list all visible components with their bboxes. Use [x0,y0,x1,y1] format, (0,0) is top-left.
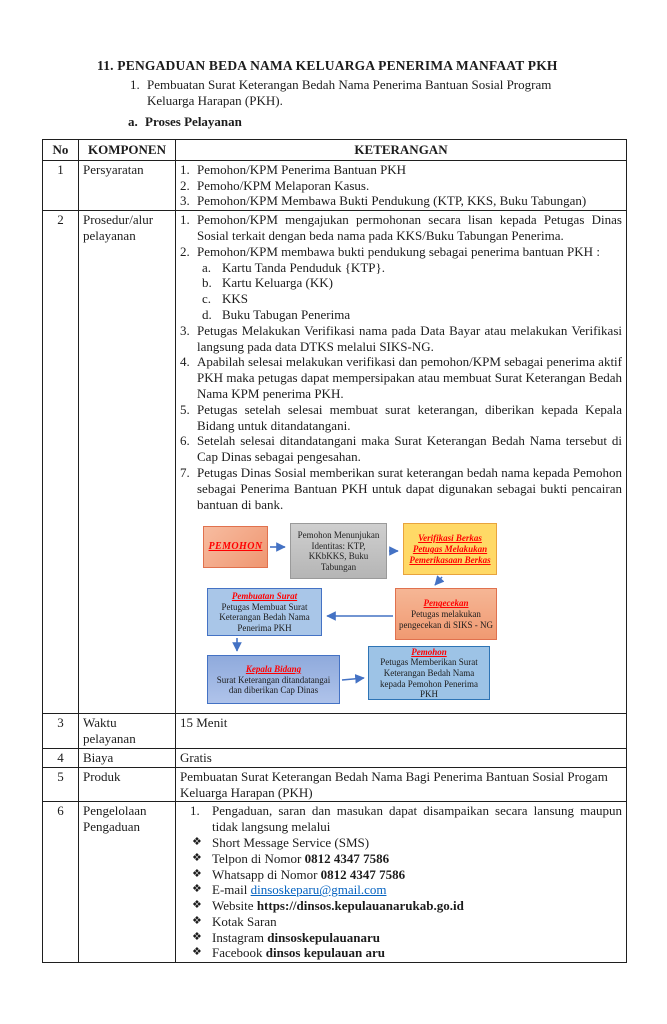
item-text: Buku Tabugan Penerima [222,306,351,322]
list-item [180,323,622,355]
row-komponen: Pengelolaan Pengaduan [79,802,176,963]
row-keterangan: Pembuatan Surat Keterangan Bedah Nama Bagi Penerima Bantuan Sosial Progam Keluarga Harapan (PKH) [176,767,627,802]
row-komponen: Prosedur/alur pelayanan [79,211,176,714]
contact-item-kotak-saran [192,914,622,930]
service-standard-table [42,139,627,963]
sub-list-item [202,307,622,323]
table-row-waktu [43,714,627,749]
flow-box-identitas [290,523,387,579]
sub-list-item [202,260,622,276]
flow-box-pembuatan-surat [207,588,322,636]
flow-box-body: Pemohon Menunjukan Identitas: KTP, KKbKKS, Buku Tabungan [297,530,380,572]
document-content [42,58,626,963]
item-text: Setelah selesai ditandatangani maka Surat Keterangan Bedah Nama tersebut di Cap Dinas sebagai pengesahan. [197,433,622,465]
item-number: 1. [190,803,200,819]
flow-box-body: Petugas Membuat Surat Keterangan Bedah Nama Penerima PKH [219,601,310,633]
list-item [190,803,622,835]
row-number: 3 [43,714,79,749]
diamond-bullet-icon: ❖ [192,899,202,912]
sub-list-item [202,291,622,307]
subtitle-number: 1. [130,77,140,92]
diamond-bullet-icon: ❖ [192,914,202,927]
flow-box-title: Kepala Bidang [245,663,302,674]
row-komponen: Persyaratan [79,160,176,210]
contact-item-instagram [192,930,622,946]
row-keterangan [176,211,627,714]
contact-label: Instagram [212,929,268,945]
list-item [180,354,622,401]
flow-box-verifikasi-berkas [403,523,497,575]
flow-box-title: PEMOHON [208,541,263,553]
table-row-biaya [43,748,627,767]
list-item [180,465,622,512]
table-header-row [43,140,627,161]
list-item [180,244,622,260]
contact-label: E-mail [212,882,251,898]
diamond-bullet-icon: ❖ [192,930,202,943]
item-number: 3. [180,322,190,338]
item-text: Pengaduan, saran dan masukan dapat disampaikan secara lansung maupun tidak langsung melalui [212,803,622,835]
contact-item-email [192,882,622,898]
arrow-kepala-to-pemohon [342,678,364,680]
table-row-persyaratan [43,160,627,210]
contact-text [212,930,622,946]
list-item [180,193,622,209]
diamond-bullet-icon: ❖ [192,946,202,959]
item-letter: a. [202,259,212,275]
item-number: 1. [180,212,190,228]
contact-item-whatsapp [192,867,622,883]
diamond-bullet-icon: ❖ [192,883,202,896]
flow-box-pemohon-akhir [368,646,490,700]
item-text: Pemohon/KPM Membawa Bukti Pendukung (KTP, KKS, Buku Tabungan) [197,193,587,209]
item-number: 2. [180,243,190,259]
instagram-handle: dinsoskepulauanaru [267,929,380,945]
header-komponen: KOMPONEN [79,140,176,161]
contact-item-facebook [192,945,622,961]
item-text: Apabilah selesai melakukan verifikasi dan pemohon/KPM sebagai penerima aktif PKH maka petugas dapat mempersipakan atau membuat Surat Keterangan Bedah Nama KPM penerima PKH. [197,354,622,401]
email-link[interactable]: dinsoskeparu@gmail.com [250,882,387,898]
contact-item-website [192,898,622,914]
item-number: 3. [180,193,190,209]
item-number: 6. [180,433,190,449]
flow-box-title: Verifikasi Berkas Petugas Melakukan Pemerikasaan Berkas [409,533,491,565]
item-number: 4. [180,354,190,370]
row-number: 5 [43,767,79,802]
item-text: Petugas setelah selesai membuat surat keterangan, diberikan kepada Kepala Bidang untuk ditandatangani. [197,401,622,433]
contact-label: Website [212,898,257,914]
contact-text [212,867,622,883]
row-komponen: Produk [79,767,176,802]
page-title: 11. PENGADUAN BEDA NAMA KELUARGA PENERIMA MANFAAT PKH [97,58,558,73]
arrow-verifikasi-to-pengecekan [435,577,442,585]
flow-box-title: Pengecekan [423,598,469,609]
header-keterangan: KETERANGAN [176,140,627,161]
phone-number: 0812 4347 7586 [304,850,390,866]
table-row-pengelolaan [43,802,627,963]
item-text: Petugas Melakukan Verifikasi nama pada Data Bayar atau melakukan Verifikasi langsung pada data DTKS melalui SIKS-NG. [197,322,622,354]
contact-text [212,882,622,898]
flow-box-title: Pembuatan Surat [231,591,298,602]
row-keterangan: Gratis [176,748,627,767]
list-item [180,162,622,178]
contact-label: Facebook [212,945,266,961]
row-number: 1 [43,160,79,210]
contact-label: Telpon di Nomor [212,850,305,866]
sub-list [202,260,622,323]
flow-box-pemohon [203,526,268,568]
item-text: KKS [222,291,249,307]
flow-box-body: Petugas melakukan pengecekan di SIKS - NG [399,609,493,630]
contact-label: Whatsapp di Nomor [212,866,321,882]
item-letter: b. [202,275,212,291]
facebook-handle: dinsos kepulauan aru [265,945,386,961]
whatsapp-number: 0812 4347 7586 [320,866,406,882]
row-keterangan [176,802,627,963]
contact-text [212,851,622,867]
contact-text: Kotak Saran [212,913,277,929]
contact-item-sms [192,835,622,851]
item-text: Pemohon/KPM membawa bukti pendukung sebagai penerima bantuan PKH : [197,243,600,259]
table-row-prosedur [43,211,627,714]
contact-text [212,945,622,961]
item-text: Petugas Dinas Sosial memberikan surat keterangan bedah nama kepada Pemohon sebagai Penerima Bantuan PKH untuk dapat digunakan sebagai bukti pencairan bantuan di bank. [197,464,622,512]
item-number: 2. [180,177,190,193]
section-letter: a. [128,114,138,129]
flow-box-kepala-bidang [207,655,340,704]
item-letter: d. [202,306,212,322]
row-keterangan [176,160,627,210]
contact-item-telpon [192,851,622,867]
contact-text: Short Message Service (SMS) [212,834,370,850]
item-text: Pemohon/KPM Penerima Bantuan PKH [197,161,407,177]
website-url: https://dinsos.kepulauanarukab.go.id [256,898,464,914]
item-text: Pemoho/KPM Melaporan Kasus. [197,177,370,193]
diamond-bullet-icon: ❖ [192,835,202,848]
section-title: Proses Pelayanan [145,114,242,129]
flow-box-body: Petugas Memberikan Surat Keterangan Bedah Nama kepada Pemohon Penerima PKH [380,657,478,700]
list-item [180,212,622,244]
flow-box-title: Pemohon [411,646,447,657]
row-number: 4 [43,748,79,767]
flow-box-body: Surat Keterangan ditandatangai dan diberikan Cap Dinas [216,674,331,696]
list-item [180,178,622,194]
contact-text [212,898,622,914]
diamond-bullet-icon: ❖ [192,851,202,864]
row-keterangan: 15 Menit [176,714,627,749]
sub-list-item [202,275,622,291]
section-heading [128,114,626,130]
subtitle-text: Pembuatan Surat Keterangan Bedah Nama Penerima Bantuan Sosial Program Keluarga Harapan (PKH). [147,77,552,108]
row-komponen: Biaya [79,748,176,767]
process-flowchart [180,518,625,710]
item-number: 1. [180,161,190,177]
item-number: 5. [180,401,190,417]
subtitle-line [130,77,626,109]
item-text: Kartu Tanda Penduduk {KTP}. [222,259,385,275]
item-letter: c. [202,291,212,307]
item-text: Kartu Keluarga (KK) [222,275,333,291]
list-item [180,433,622,465]
row-number: 2 [43,211,79,714]
flow-box-pengecekan [395,588,497,640]
item-number: 7. [180,464,190,480]
header-no: No [43,140,79,161]
item-text: Pemohon/KPM mengajukan permohonan secara lisan kepada Petugas Dinas Sosial terkait dengan beda nama pada KKS/Buku Tabungan Penerima. [197,212,622,243]
list-item [180,402,622,434]
table-row-produk [43,767,627,802]
row-number: 6 [43,802,79,963]
row-komponen: Waktu pelayanan [79,714,176,749]
diamond-bullet-icon: ❖ [192,867,202,880]
